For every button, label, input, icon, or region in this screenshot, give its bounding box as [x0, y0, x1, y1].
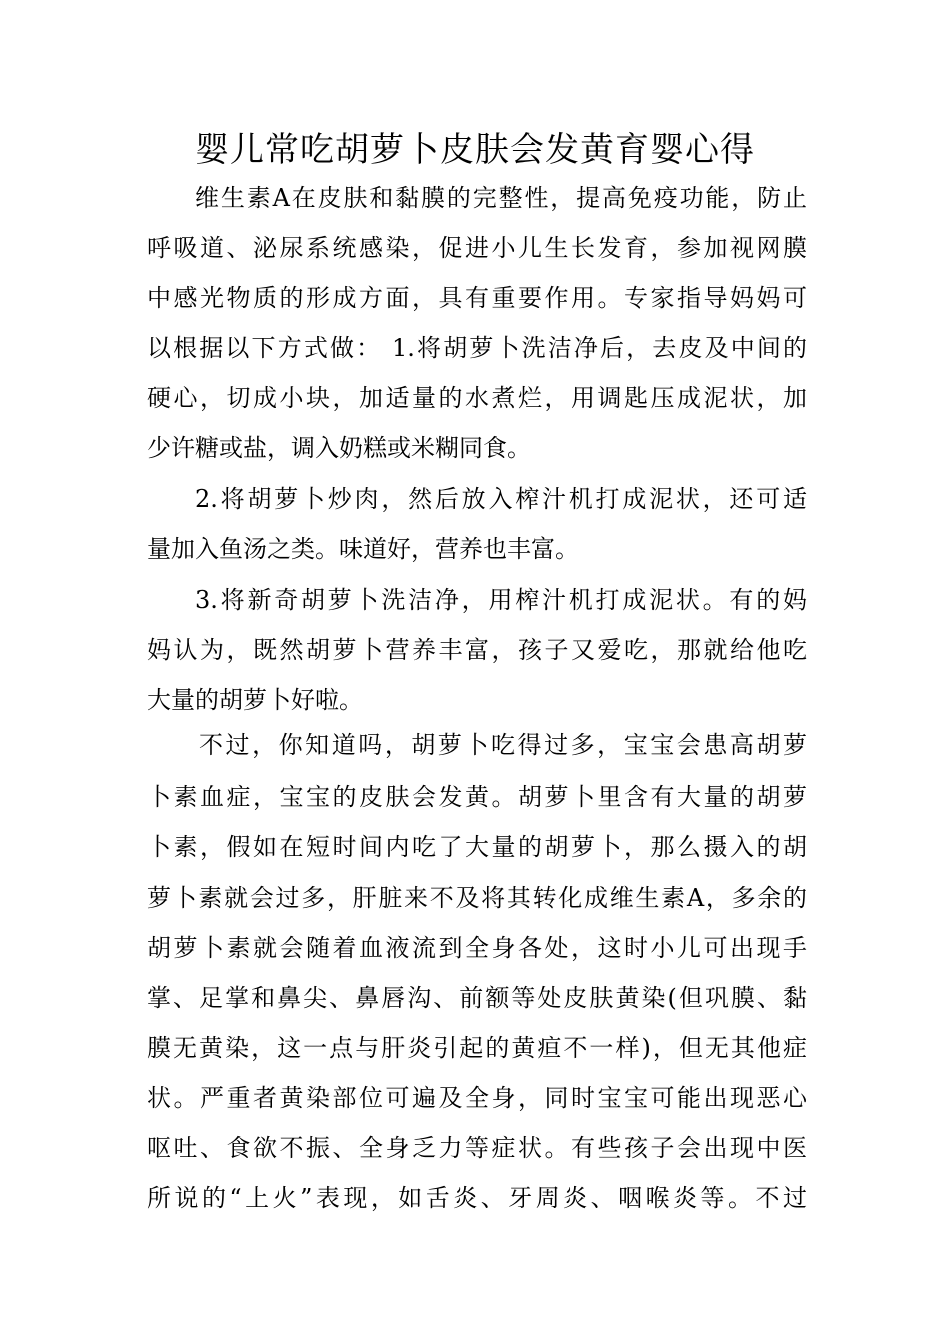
body-text-line: 胡萝卜素就会随着血液流到全身各处，这时小儿可出现手 — [147, 934, 807, 962]
body-text-line: 不过，你知道吗，胡萝卜吃得过多，宝宝会患高胡萝 — [199, 731, 807, 759]
document-title: 婴儿常吃胡萝卜皮肤会发黄育婴心得 — [195, 130, 755, 170]
body-text-line: 呼吸道、泌尿系统感染，促进小儿生长发育，参加视网膜 — [147, 234, 807, 262]
body-text-line: 卜素，假如在短时间内吃了大量的胡萝卜，那么摄入的胡 — [147, 833, 807, 861]
body-text-line: 2.将胡萝卜炒肉，然后放入榨汁机打成泥状，还可适 — [195, 485, 807, 513]
body-text-line: 大量的胡萝卜好啦。 — [147, 686, 363, 714]
body-text-line: 维生素A在皮肤和黏膜的完整性，提高免疫功能，防止 — [195, 184, 807, 212]
body-text-line: 膜无黄染，这一点与肝炎引起的黄疸不一样)，但无其他症 — [147, 1034, 807, 1062]
body-text-line: 妈认为，既然胡萝卜营养丰富，孩子又爱吃，那就给他吃 — [147, 636, 807, 664]
body-text-line: 以根据以下方式做： 1.将胡萝卜洗洁净后，去皮及中间的 — [147, 334, 807, 362]
body-text-line: 掌、足掌和鼻尖、鼻唇沟、前额等处皮肤黄染(但巩膜、黏 — [147, 984, 807, 1012]
body-text-line: 状。严重者黄染部位可遍及全身，同时宝宝可能出现恶心 — [147, 1084, 807, 1112]
body-text-line: 中感光物质的形成方面，具有重要作用。专家指导妈妈可 — [147, 284, 807, 312]
body-text-line: 少许糖或盐，调入奶糕或米糊同食。 — [147, 434, 531, 462]
body-text-line: 呕吐、食欲不振、全身乏力等症状。有些孩子会出现中医 — [147, 1134, 807, 1162]
body-text-line: 3.将新奇胡萝卜洗洁净，用榨汁机打成泥状。有的妈 — [195, 586, 807, 614]
body-text-line: 卜素血症，宝宝的皮肤会发黄。胡萝卜里含有大量的胡萝 — [147, 783, 807, 811]
body-text-line: 所说的“上火”表现，如舌炎、牙周炎、咽喉炎等。不过 — [147, 1184, 807, 1212]
body-text-line: 萝卜素就会过多，肝脏来不及将其转化成维生素A，多余的 — [147, 884, 807, 912]
body-text-line: 量加入鱼汤之类。味道好，营养也丰富。 — [147, 535, 579, 563]
body-text-line: 硬心，切成小块，加适量的水煮烂，用调匙压成泥状，加 — [147, 384, 807, 412]
